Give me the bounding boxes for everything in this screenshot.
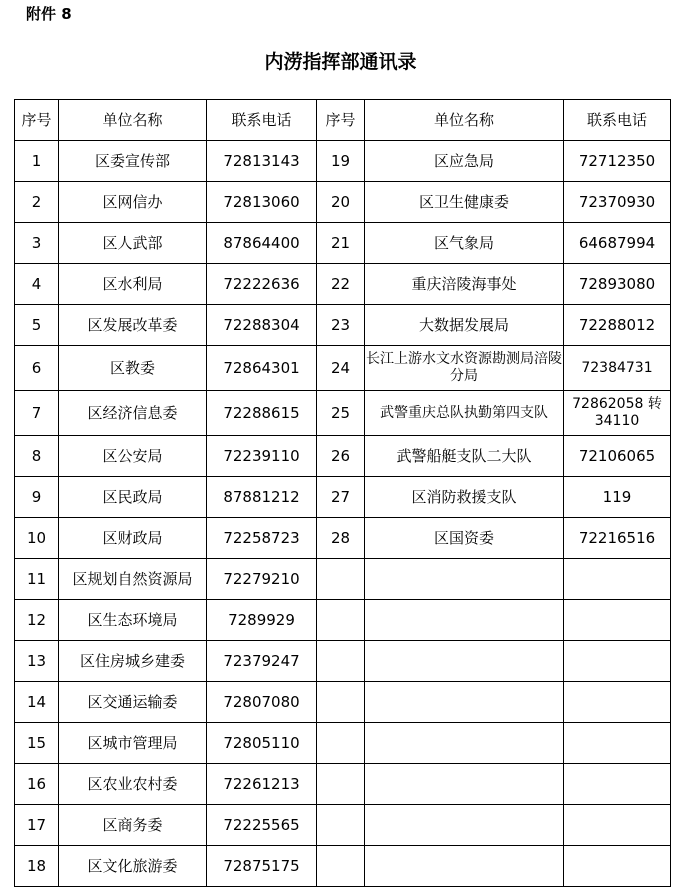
row-number-cell	[317, 682, 365, 723]
unit-name-cell: 区应急局	[365, 141, 564, 182]
unit-name-cell	[365, 559, 564, 600]
phone-number-cell: 72258723	[207, 518, 317, 559]
phone-number-cell: 87864400	[207, 223, 317, 264]
col-header-unit-left: 单位名称	[59, 100, 207, 141]
row-number-cell: 13	[15, 641, 59, 682]
unit-name-cell: 区教委	[59, 346, 207, 391]
row-number-cell: 7	[15, 391, 59, 436]
row-number-cell: 24	[317, 346, 365, 391]
phone-number-cell: 72279210	[207, 559, 317, 600]
phone-number-cell: 72807080	[207, 682, 317, 723]
phone-number-cell: 72805110	[207, 723, 317, 764]
phone-number-cell: 119	[564, 477, 671, 518]
unit-name-cell	[365, 764, 564, 805]
col-header-no-left: 序号	[15, 100, 59, 141]
table-row	[15, 391, 671, 436]
row-number-cell: 5	[15, 305, 59, 346]
unit-name-cell	[365, 641, 564, 682]
row-number-cell: 20	[317, 182, 365, 223]
phone-number-cell: 72712350	[564, 141, 671, 182]
unit-name-cell: 区卫生健康委	[365, 182, 564, 223]
row-number-cell: 2	[15, 182, 59, 223]
unit-name-cell: 区文化旅游委	[59, 846, 207, 887]
phone-number-cell	[564, 559, 671, 600]
phone-number-cell: 72864301	[207, 346, 317, 391]
phone-number-cell: 72239110	[207, 436, 317, 477]
row-number-cell: 4	[15, 264, 59, 305]
table-row	[15, 477, 671, 518]
table-row	[15, 764, 671, 805]
phone-number-cell	[564, 846, 671, 887]
row-number-cell: 9	[15, 477, 59, 518]
phone-number-cell	[564, 682, 671, 723]
unit-name-cell	[365, 846, 564, 887]
unit-name-cell: 长江上游水文水资源勘测局涪陵分局	[365, 346, 564, 391]
row-number-cell	[317, 600, 365, 641]
phone-number-cell: 72384731	[564, 346, 671, 391]
unit-name-cell: 区商务委	[59, 805, 207, 846]
phone-number-cell: 72216516	[564, 518, 671, 559]
unit-name-cell: 武警船艇支队二大队	[365, 436, 564, 477]
table-row	[15, 846, 671, 887]
unit-name-cell: 武警重庆总队执勤第四支队	[365, 391, 564, 436]
row-number-cell: 28	[317, 518, 365, 559]
table-row	[15, 305, 671, 346]
unit-name-cell: 区委宣传部	[59, 141, 207, 182]
unit-name-cell: 重庆涪陵海事处	[365, 264, 564, 305]
unit-name-cell	[365, 805, 564, 846]
table-row	[15, 223, 671, 264]
row-number-cell: 25	[317, 391, 365, 436]
unit-name-cell	[365, 600, 564, 641]
unit-name-cell: 区交通运输委	[59, 682, 207, 723]
unit-name-cell: 区消防救援支队	[365, 477, 564, 518]
document-title: 内涝指挥部通讯录	[264, 51, 417, 73]
unit-name-cell: 区公安局	[59, 436, 207, 477]
unit-name-cell: 区民政局	[59, 477, 207, 518]
phone-number-cell	[564, 600, 671, 641]
phone-number-cell: 72370930	[564, 182, 671, 223]
row-number-cell: 17	[15, 805, 59, 846]
row-number-cell: 18	[15, 846, 59, 887]
unit-name-cell: 区财政局	[59, 518, 207, 559]
phone-number-cell	[564, 764, 671, 805]
table-row	[15, 641, 671, 682]
phone-number-cell: 64687994	[564, 223, 671, 264]
row-number-cell	[317, 846, 365, 887]
col-header-unit-right: 单位名称	[365, 100, 564, 141]
table-row	[15, 346, 671, 391]
row-number-cell	[317, 723, 365, 764]
unit-name-cell: 大数据发展局	[365, 305, 564, 346]
unit-name-cell: 区国资委	[365, 518, 564, 559]
phone-number-cell: 72288615	[207, 391, 317, 436]
unit-name-cell: 区人武部	[59, 223, 207, 264]
row-number-cell: 26	[317, 436, 365, 477]
unit-name-cell: 区水利局	[59, 264, 207, 305]
row-number-cell: 6	[15, 346, 59, 391]
phone-number-cell: 72862058 转 34110	[564, 391, 671, 436]
unit-name-cell: 区生态环境局	[59, 600, 207, 641]
phone-number-cell: 72875175	[207, 846, 317, 887]
col-header-no-right: 序号	[317, 100, 365, 141]
table-row	[15, 682, 671, 723]
table-row	[15, 723, 671, 764]
phone-number-cell	[564, 805, 671, 846]
phone-number-cell: 72106065	[564, 436, 671, 477]
phone-number-cell: 72813143	[207, 141, 317, 182]
row-number-cell: 16	[15, 764, 59, 805]
row-number-cell: 11	[15, 559, 59, 600]
row-number-cell: 15	[15, 723, 59, 764]
table-row	[15, 805, 671, 846]
row-number-cell	[317, 641, 365, 682]
phone-number-cell: 7289929	[207, 600, 317, 641]
contact-table	[14, 99, 671, 887]
unit-name-cell: 区城市管理局	[59, 723, 207, 764]
phone-number-cell: 72379247	[207, 641, 317, 682]
row-number-cell: 27	[317, 477, 365, 518]
table-row	[15, 264, 671, 305]
table-row	[15, 436, 671, 477]
table-row	[15, 559, 671, 600]
row-number-cell: 3	[15, 223, 59, 264]
unit-name-cell: 区规划自然资源局	[59, 559, 207, 600]
row-number-cell: 1	[15, 141, 59, 182]
table-row	[15, 141, 671, 182]
row-number-cell	[317, 559, 365, 600]
row-number-cell: 14	[15, 682, 59, 723]
phone-number-cell: 87881212	[207, 477, 317, 518]
unit-name-cell: 区网信办	[59, 182, 207, 223]
table-row	[15, 600, 671, 641]
row-number-cell: 8	[15, 436, 59, 477]
row-number-cell: 12	[15, 600, 59, 641]
col-header-phone-right: 联系电话	[564, 100, 671, 141]
unit-name-cell: 区经济信息委	[59, 391, 207, 436]
row-number-cell: 21	[317, 223, 365, 264]
phone-number-cell: 72288304	[207, 305, 317, 346]
table-row	[15, 182, 671, 223]
table-header-row	[15, 100, 671, 141]
phone-number-cell: 72813060	[207, 182, 317, 223]
unit-name-cell: 区住房城乡建委	[59, 641, 207, 682]
unit-name-cell	[365, 682, 564, 723]
phone-number-cell: 72222636	[207, 264, 317, 305]
phone-number-cell: 72288012	[564, 305, 671, 346]
unit-name-cell: 区发展改革委	[59, 305, 207, 346]
row-number-cell: 23	[317, 305, 365, 346]
attachment-label: 附件 8	[26, 5, 72, 23]
col-header-phone-left: 联系电话	[207, 100, 317, 141]
table-row	[15, 518, 671, 559]
unit-name-cell	[365, 723, 564, 764]
phone-number-cell	[564, 723, 671, 764]
unit-name-cell: 区农业农村委	[59, 764, 207, 805]
row-number-cell: 22	[317, 264, 365, 305]
phone-number-cell: 72261213	[207, 764, 317, 805]
row-number-cell: 19	[317, 141, 365, 182]
row-number-cell	[317, 764, 365, 805]
phone-number-cell: 72893080	[564, 264, 671, 305]
row-number-cell: 10	[15, 518, 59, 559]
row-number-cell	[317, 805, 365, 846]
phone-number-cell	[564, 641, 671, 682]
unit-name-cell: 区气象局	[365, 223, 564, 264]
phone-number-cell: 72225565	[207, 805, 317, 846]
